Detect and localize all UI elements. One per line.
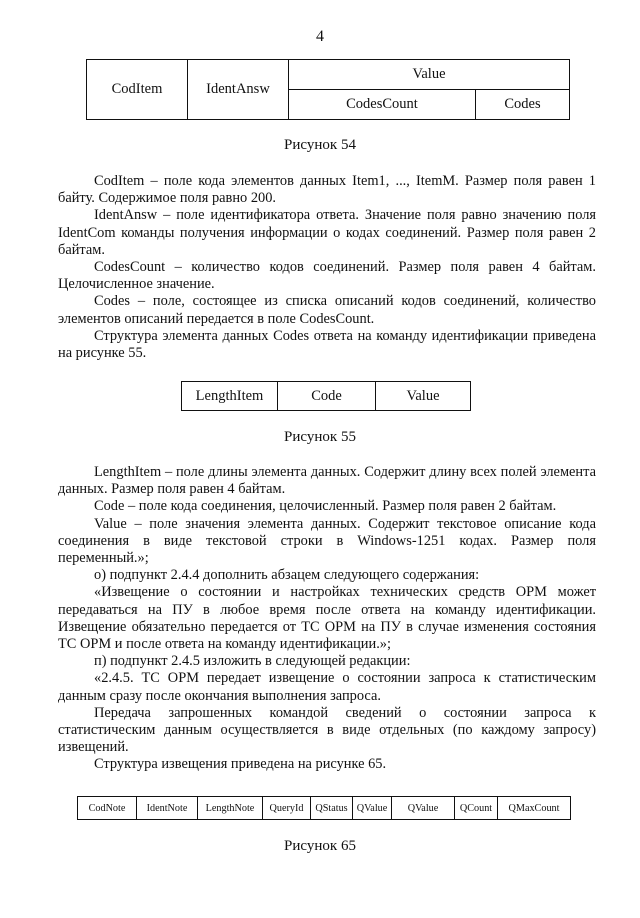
cell-lengthnote: LengthNote	[198, 797, 263, 820]
cell-lengthitem: LengthItem	[182, 382, 278, 411]
paragraph: п) подпункт 2.4.5 изложить в следующей редакции:	[94, 653, 411, 670]
figure-65-table	[77, 796, 571, 820]
paragraph: Структура элемента данных Codes ответа на команду идентификации приведена на рисунке 55.	[58, 327, 596, 362]
paragraph: Структура извещения приведена на рисунке 65.	[94, 756, 387, 773]
text-block-1	[58, 173, 596, 362]
paragraph: CodesCount – количество кодов соединений. Размер поля равен 4 байтам. Целочисленное значение.	[58, 259, 596, 293]
cell-code: Code	[278, 382, 376, 411]
paragraph: LengthItem – поле длины элемента данных. Содержит длину всех полей элемента данных. Размер поля равен 4 байтам.	[58, 464, 596, 498]
figure-55-table	[181, 381, 471, 411]
cell-identnote: IdentNote	[137, 797, 198, 820]
paragraph: Передача запрошенных командой сведений о состоянии запроса к статистическим данным осуществляется в виде отдельных (по каждому запросу) извещений.	[58, 704, 596, 756]
paragraph: о) подпункт 2.4.4 дополнить абзацем следующего содержания:	[94, 567, 480, 584]
cell-value: Value	[289, 60, 570, 90]
paragraph: Code – поле кода соединения, целочисленный. Размер поля равен 2 байтам.	[94, 498, 557, 515]
cell-qmaxcount: QMaxCount	[498, 797, 571, 820]
figure-55-caption: Рисунок 55	[284, 429, 356, 445]
paragraph: Value – поле значения элемента данных. Содержит текстовое описание кода соединения в виде текстовой строки в Windows-1251 кодах. Размер поля переменный.»;	[58, 515, 596, 567]
paragraph: IdentAnsw – поле идентификатора ответа. Значение поля равно значению поля IdentCom команды получения информации о кодах соединений. Размер поля равен 2 байтам.	[58, 207, 596, 258]
cell-qstatus: QStatus	[311, 797, 353, 820]
text-block-2	[58, 464, 596, 774]
cell-coditem: CodItem	[87, 60, 188, 120]
cell-qcount: QCount	[455, 797, 498, 820]
cell-codnote: CodNote	[78, 797, 137, 820]
cell-qvalue: QValue	[353, 797, 392, 820]
cell-identansw: IdentAnsw	[188, 60, 289, 120]
paragraph: «Извещение о состоянии и настройках технических средств ОРМ может передаваться на ПУ в любое время после ответа на команду идентификации. Извещение обязательно передается от ТС ОРМ на ПУ в случае изменения состояния ТС ОРМ и после ответа на команду идентификации.»;	[58, 584, 596, 653]
cell-value: Value	[376, 382, 471, 411]
figure-65-caption: Рисунок 65	[284, 838, 356, 854]
cell-codescount: CodesCount	[289, 90, 476, 120]
cell-qvalue-2: QValue	[392, 797, 455, 820]
paragraph: «2.4.5. ТС ОРМ передает извещение о состоянии запроса к статистическим данным сразу после окончания выполнения запроса.	[58, 670, 596, 704]
page-number: 4	[316, 28, 324, 45]
cell-queryid: QueryId	[263, 797, 311, 820]
figure-54-table	[86, 59, 570, 120]
paragraph: Codes – поле, состоящее из списка описаний кодов соединений, количество элементов описаний передается в поле CodesCount.	[58, 293, 596, 327]
cell-codes: Codes	[476, 90, 570, 120]
paragraph: CodItem – поле кода элементов данных Item1, ..., ItemM. Размер поля равен 1 байту. Содержимое поля равно 200.	[58, 173, 596, 207]
figure-54-caption: Рисунок 54	[284, 137, 356, 153]
